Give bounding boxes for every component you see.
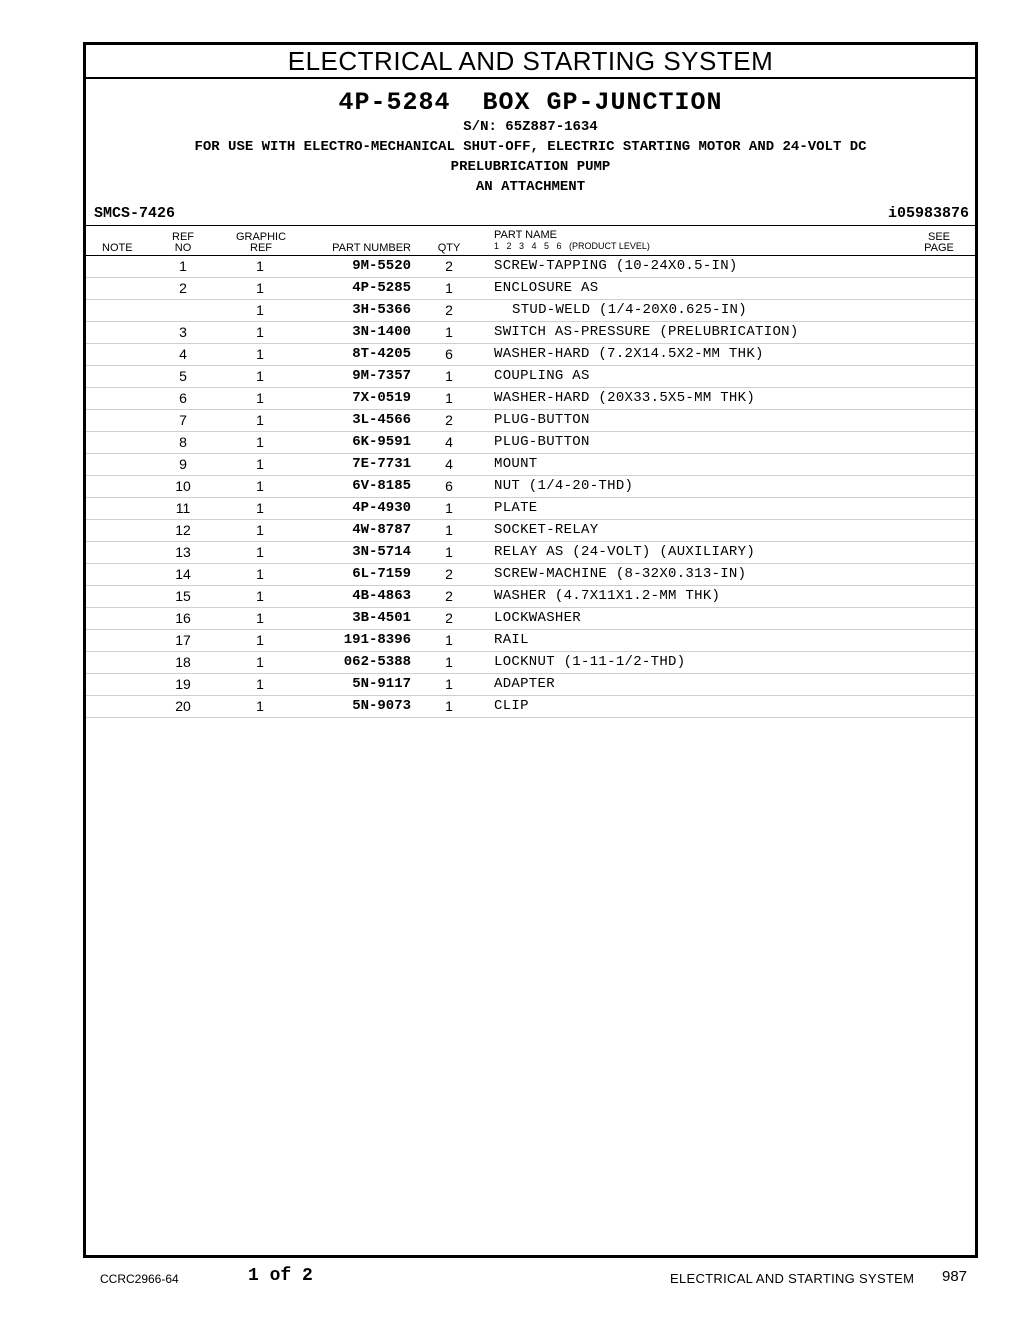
parts-page-frame — [83, 42, 978, 1258]
part-number: 9M-7357 — [352, 368, 411, 384]
page-of: 1 of 2 — [248, 1266, 313, 1286]
quantity: 1 — [445, 654, 453, 670]
ref-no: 3 — [179, 324, 187, 340]
col-note: NOTE — [102, 242, 133, 254]
ref-no: 4 — [179, 346, 187, 362]
graphic-ref: 1 — [256, 544, 264, 560]
part-name: COUPLING AS — [494, 368, 590, 384]
part-name: LOCKWASHER — [494, 610, 582, 626]
table-row — [86, 564, 975, 586]
quantity: 2 — [445, 258, 453, 274]
graphic-ref: 1 — [256, 258, 264, 274]
ref-no: 10 — [175, 478, 191, 494]
graphic-ref: 1 — [256, 324, 264, 340]
serial-number: S/N: 65Z887-1634 — [463, 119, 598, 135]
part-number: 5N-9073 — [352, 698, 411, 714]
part-name: RELAY AS (24-VOLT) (AUXILIARY) — [494, 544, 756, 560]
part-number: 4P-4930 — [352, 500, 411, 516]
col-see-top: SEE — [927, 231, 950, 243]
table-row — [86, 476, 975, 498]
table-row — [86, 696, 975, 718]
col-ref-bottom: NO — [174, 242, 192, 254]
ref-no: 18 — [175, 654, 191, 670]
quantity: 1 — [445, 368, 453, 384]
ref-no: 7 — [179, 412, 187, 428]
table-row — [86, 586, 975, 608]
table-row — [86, 520, 975, 542]
col-see-bottom: PAGE — [924, 242, 954, 254]
graphic-ref: 1 — [256, 610, 264, 626]
usage-line-2: PRELUBRICATION PUMP — [450, 159, 611, 175]
table-row — [86, 454, 975, 476]
quantity: 4 — [445, 434, 453, 450]
graphic-ref: 1 — [256, 280, 264, 296]
part-number: 3B-4501 — [352, 610, 411, 626]
part-header — [86, 89, 975, 197]
part-name: WASHER-HARD (7.2X14.5X2-MM THK) — [494, 346, 764, 362]
ref-no: 16 — [175, 610, 191, 626]
part-name: ADAPTER — [494, 676, 555, 692]
ref-no: 11 — [175, 500, 191, 516]
part-number: 3N-5714 — [352, 544, 411, 560]
part-title: 4P-5284 BOX GP-JUNCTION — [338, 88, 723, 117]
footer-section: ELECTRICAL AND STARTING SYSTEM — [670, 1271, 915, 1286]
parts-table — [86, 256, 975, 718]
part-number: 3L-4566 — [352, 412, 411, 428]
smcs-row — [86, 205, 975, 226]
ref-no: 12 — [175, 522, 191, 538]
quantity: 1 — [445, 390, 453, 406]
part-number: 191-8396 — [343, 632, 411, 648]
quantity: 2 — [445, 610, 453, 626]
usage-line-1: FOR USE WITH ELECTRO-MECHANICAL SHUT-OFF, ELECTRIC STARTING MOTOR AND 24-VOLT DC — [194, 139, 867, 155]
table-row — [86, 256, 975, 278]
table-row — [86, 630, 975, 652]
quantity: 6 — [445, 478, 453, 494]
table-row — [86, 608, 975, 630]
table-row — [86, 344, 975, 366]
quantity: 2 — [445, 566, 453, 582]
section-title: ELECTRICAL AND STARTING SYSTEM — [86, 45, 975, 79]
part-name: MOUNT — [494, 456, 538, 472]
page-number: 987 — [942, 1268, 968, 1285]
part-name: PLUG-BUTTON — [494, 412, 590, 428]
quantity: 1 — [445, 676, 453, 692]
part-name: WASHER-HARD (20X33.5X5-MM THK) — [494, 390, 756, 406]
table-row — [86, 674, 975, 696]
part-number: 3N-1400 — [352, 324, 411, 340]
table-row — [86, 388, 975, 410]
col-graphic-bottom: REF — [250, 242, 272, 254]
part-name: PLATE — [494, 500, 538, 516]
part-number: 6L-7159 — [352, 566, 411, 582]
graphic-ref: 1 — [256, 368, 264, 384]
col-ref-top: REF — [172, 231, 194, 243]
part-number: 062-5388 — [343, 654, 411, 670]
col-qty: QTY — [437, 242, 461, 254]
ref-no: 8 — [179, 434, 187, 450]
table-row — [86, 278, 975, 300]
quantity: 1 — [445, 522, 453, 538]
ref-no: 2 — [179, 280, 187, 296]
col-graphic-top: GRAPHIC — [235, 231, 287, 243]
table-row — [86, 432, 975, 454]
part-name: CLIP — [494, 698, 529, 714]
graphic-ref: 1 — [256, 302, 264, 318]
quantity: 1 — [445, 544, 453, 560]
graphic-ref: 1 — [256, 522, 264, 538]
graphic-ref: 1 — [256, 500, 264, 516]
part-name: PLUG-BUTTON — [494, 434, 590, 450]
ref-no: 14 — [175, 566, 191, 582]
part-name: RAIL — [494, 632, 529, 648]
smcs-code: SMCS-7426 — [94, 205, 176, 222]
part-number: 3H-5366 — [352, 302, 411, 318]
quantity: 2 — [445, 588, 453, 604]
ref-no: 1 — [179, 258, 187, 274]
part-number: 7X-0519 — [352, 390, 411, 406]
col-part-number: PART NUMBER — [332, 242, 411, 254]
table-row — [86, 322, 975, 344]
ref-no: 9 — [179, 456, 187, 472]
column-header — [86, 226, 975, 256]
part-number: 4B-4863 — [352, 588, 411, 604]
quantity: 2 — [445, 302, 453, 318]
graphic-ref: 1 — [256, 654, 264, 670]
graphic-ref: 1 — [256, 676, 264, 692]
graphic-ref: 1 — [256, 588, 264, 604]
table-row — [86, 410, 975, 432]
ref-no: 17 — [175, 632, 191, 648]
ref-no: 5 — [179, 368, 187, 384]
col-part-name: PART NAME — [494, 229, 557, 241]
page-footer — [0, 1266, 1020, 1290]
part-name: STUD-WELD (1/4-20X0.625-IN) — [512, 302, 747, 318]
graphic-ref: 1 — [256, 346, 264, 362]
part-number: 9M-5520 — [352, 258, 411, 274]
part-number: 4W-8787 — [352, 522, 411, 538]
quantity: 1 — [445, 500, 453, 516]
part-name: WASHER (4.7X11X1.2-MM THK) — [494, 588, 721, 604]
table-row — [86, 366, 975, 388]
table-row — [86, 652, 975, 674]
ref-no: 15 — [175, 588, 191, 604]
part-name: LOCKNUT (1-11-1/2-THD) — [494, 654, 686, 670]
graphic-ref: 1 — [256, 478, 264, 494]
ref-no: 20 — [175, 698, 191, 714]
part-number: 4P-5285 — [352, 280, 411, 296]
quantity: 1 — [445, 324, 453, 340]
usage-line-3: AN ATTACHMENT — [475, 179, 586, 195]
ref-no: 19 — [175, 676, 191, 692]
part-number: 6K-9591 — [352, 434, 411, 450]
part-number: 7E-7731 — [352, 456, 411, 472]
part-name: ENCLOSURE AS — [494, 280, 599, 296]
graphic-ref: 1 — [256, 412, 264, 428]
part-number: 5N-9117 — [352, 676, 411, 692]
table-row — [86, 300, 975, 322]
quantity: 4 — [445, 456, 453, 472]
part-number: 8T-4205 — [352, 346, 411, 362]
graphic-ref: 1 — [256, 456, 264, 472]
part-name: SCREW-TAPPING (10-24X0.5-IN) — [494, 258, 738, 274]
table-row — [86, 542, 975, 564]
quantity: 6 — [445, 346, 453, 362]
part-number: 6V-8185 — [352, 478, 411, 494]
table-row — [86, 498, 975, 520]
quantity: 2 — [445, 412, 453, 428]
graphic-ref: 1 — [256, 698, 264, 714]
quantity: 1 — [445, 632, 453, 648]
col-product-levels: 1 2 3 4 5 6 (PRODUCT LEVEL) — [494, 241, 650, 251]
part-name: NUT (1/4-20-THD) — [494, 478, 634, 494]
ref-no: 6 — [179, 390, 187, 406]
quantity: 1 — [445, 698, 453, 714]
ref-no: 13 — [175, 544, 191, 560]
illustration-id: i05983876 — [887, 205, 969, 222]
quantity: 1 — [445, 280, 453, 296]
graphic-ref: 1 — [256, 566, 264, 582]
graphic-ref: 1 — [256, 390, 264, 406]
part-name: SCREW-MACHINE (8-32X0.313-IN) — [494, 566, 747, 582]
part-name: SOCKET-RELAY — [494, 522, 599, 538]
graphic-ref: 1 — [256, 434, 264, 450]
part-name: SWITCH AS-PRESSURE (PRELUBRICATION) — [494, 324, 799, 340]
graphic-ref: 1 — [256, 632, 264, 648]
doc-code: CCRC2966-64 — [100, 1272, 179, 1286]
